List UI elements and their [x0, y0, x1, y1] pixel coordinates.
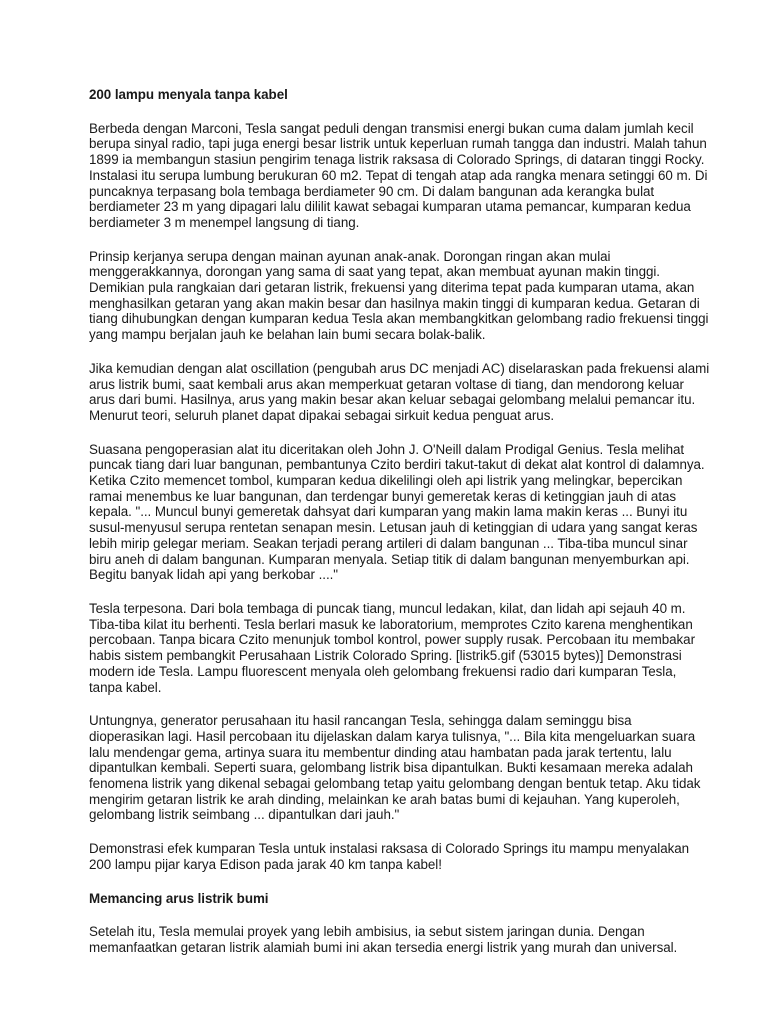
paragraph [89, 361, 761, 424]
paragraph-line: arus listrik bumi, saat kembali arus akan memperkuat getaran voltase di tiang, dan mendorong keluar [89, 376, 684, 392]
paragraph-line: 1899 ia membangun stasiun pengirim tenaga listrik raksasa di Colorado Springs, di dataran tinggi Rocky. [89, 152, 705, 168]
paragraph-line: berupa sinyal radio, tapi juga energi besar listrik untuk keperluan rumah tangga dan industri. Malah tahun [89, 136, 707, 152]
paragraph-line: 200 lampu pijar karya Edison pada jarak 40 km tanpa kabel! [89, 856, 442, 872]
paragraph-line: yang mampu berjalan jauh ke belahan lain bumi secara bolak-balik. [89, 327, 486, 343]
paragraph [89, 249, 761, 343]
paragraph-line: modern ide Tesla. Lampu fluorescent menyala oleh gelombang frekuensi radio dari kumparan Tesla, [89, 663, 677, 679]
paragraph [89, 924, 761, 955]
paragraph-line: ramai menembus ke luar bangunan, dan terdengar bunyi gemeretak keras di ketinggian jauh di atas [89, 488, 677, 504]
paragraph-line: Ketika Czito memencet tombol, kumparan kedua dikelilingi oleh api listrik yang melingkar, bepercikan [89, 473, 683, 489]
paragraph [89, 442, 761, 583]
paragraph-line: kepala. "... Muncul bunyi gemeretak dahsyat dari kumparan yang makin lama makin keras ... Bunyi itu [89, 504, 688, 520]
paragraph-line: lalu mendengar gema, artinya suara itu membentur dinding atau hambatan pada jarak tertentu, lalu [89, 744, 672, 760]
paragraph-line: menghasilkan getaran yang akan makin besar dan hasilnya makin tinggi di kumparan kedua. Getaran di [89, 295, 700, 311]
paragraph [89, 713, 761, 823]
paragraph-line: percobaan. Tanpa bicara Czito menunjuk tombol kontrol, power supply rusak. Percobaan itu membakar [89, 632, 695, 648]
paragraph-line: Instalasi itu serupa lumbung berukuran 60 m2. Tepat di tengah atap ada rangka menara setinggi 60 m. Di [89, 167, 708, 183]
paragraph-line: dipantulkan kembali. Seperti suara, gelombang listrik bisa dipantulkan. Bukti kesamaan mereka adalah [89, 760, 693, 776]
paragraph-line: Setelah itu, Tesla memulai proyek yang lebih ambisius, ia sebut sistem jaringan dunia. Dengan [89, 924, 645, 940]
paragraph-line: arus dari bumi. Hasilnya, arus yang makin besar akan keluar sebagai gelombang melalui pemancar itu. [89, 392, 696, 408]
paragraph-line: gelombang listrik seimbang ... dipantulkan dari jauh." [89, 807, 400, 823]
paragraph [89, 841, 761, 872]
paragraph-line: lebih mirip gelegar meriam. Seakan terjadi perang artileri di dalam bangunan ... Tiba-tiba muncul sinar [89, 535, 688, 551]
section-heading: 200 lampu menyala tanpa kabel [89, 87, 288, 102]
paragraph-line: Berbeda dengan Marconi, Tesla sangat peduli dengan transmisi energi bukan cuma dalam jumlah kecil [89, 120, 694, 136]
paragraph-line: habis sistem pembangkit Perusahaan Listrik Colorado Spring. [listrik5.gif (53015 bytes)] Demonstrasi [89, 648, 682, 664]
paragraph-line: Suasana pengoperasian alat itu diceritakan oleh John J. O'Neill dalam Prodigal Genius. Tesla melihat [89, 441, 685, 457]
paragraph-line: berdiameter 23 m yang dipagari lalu dililit kawat sebagai kumparan utama pemancar, kumparan kedua [89, 199, 691, 215]
paragraph-line: berdiameter 3 m menempel langsung di tiang. [89, 214, 360, 230]
paragraph-line: biru aneh di dalam bangunan. Kumparan menyala. Setiap titik di dalam bangunan menyemburkan api. [89, 551, 690, 567]
paragraph-line: fenomena listrik yang dikenal sebagai gelombang tetap yaitu gelombang dengan bentuk tetap. Aku tidak [89, 776, 701, 792]
paragraph-line: memanfaatkan getaran listrik alamiah bumi ini akan tersedia energi listrik yang murah dan universal. [89, 939, 678, 955]
paragraph-line: Demikian pula rangkaian dari getaran listrik, frekuensi yang diterima tepat pada kumparan utama, akan [89, 280, 695, 296]
paragraph-line: Jika kemudian dengan alat oscillation (pengubah arus DC menjadi AC) diselaraskan pada frekuensi alami [89, 360, 710, 376]
paragraph [89, 121, 761, 231]
paragraph-line: dioperasikan lagi. Hasil percobaan itu dijelaskan dalam karya tulisnya, "... Bila kita mengeluarkan suara [89, 728, 696, 744]
paragraph-line: Tiba-tiba kilat itu berhenti. Tesla berlari masuk ke laboratorium, memprotes Czito karena menghentikan [89, 616, 693, 632]
paragraph-line: Prinsip kerjanya serupa dengan mainan ayunan anak-anak. Dorongan ringan akan mulai [89, 248, 611, 264]
paragraph-line: susul-menyusul serupa rentetan senapan mesin. Letusan jauh di ketinggian di udara yang sangat keras [89, 520, 698, 536]
paragraph-line: Untungnya, generator perusahaan itu hasil rancangan Tesla, sehingga dalam seminggu bisa [89, 713, 632, 729]
paragraph-line: tiang dihubungkan dengan kumparan kedua Tesla akan membangkitkan gelombang radio frekuensi tinggi [89, 311, 709, 327]
paragraph-line: Begitu banyak lidah api yang berkobar ...." [89, 567, 339, 583]
document-page [89, 87, 761, 974]
paragraph-line: puncaknya terpasang bola tembaga berdiameter 90 cm. Di dalam bangunan ada kerangka bulat [89, 183, 655, 199]
paragraph-line: Demonstrasi efek kumparan Tesla untuk instalasi raksasa di Colorado Springs itu mampu menyalakan [89, 841, 690, 857]
paragraph-line: tanpa kabel. [89, 679, 162, 695]
paragraph [89, 601, 761, 695]
paragraph-line: Menurut teori, seluruh planet dapat dipakai sebagai sirkuit kedua penguat arus. [89, 407, 555, 423]
paragraph-line: mengirim getaran listrik ke arah dinding, melainkan ke arah batas bumi di kejauhan. Yang kuperoleh, [89, 791, 680, 807]
paragraph-line: Tesla terpesona. Dari bola tembaga di puncak tiang, muncul ledakan, kilat, dan lidah api sejauh 40 m. [89, 600, 686, 616]
paragraph-line: menggerakkannya, dorongan yang sama di saat yang tepat, akan membuat ayunan makin tinggi. [89, 264, 660, 280]
paragraph-line: puncak tiang dari luar bangunan, pembantunya Czito berdiri takut-takut di dekat alat kontrol di dalamnya. [89, 457, 705, 473]
section-heading: Memancing arus listrik bumi [89, 890, 269, 906]
